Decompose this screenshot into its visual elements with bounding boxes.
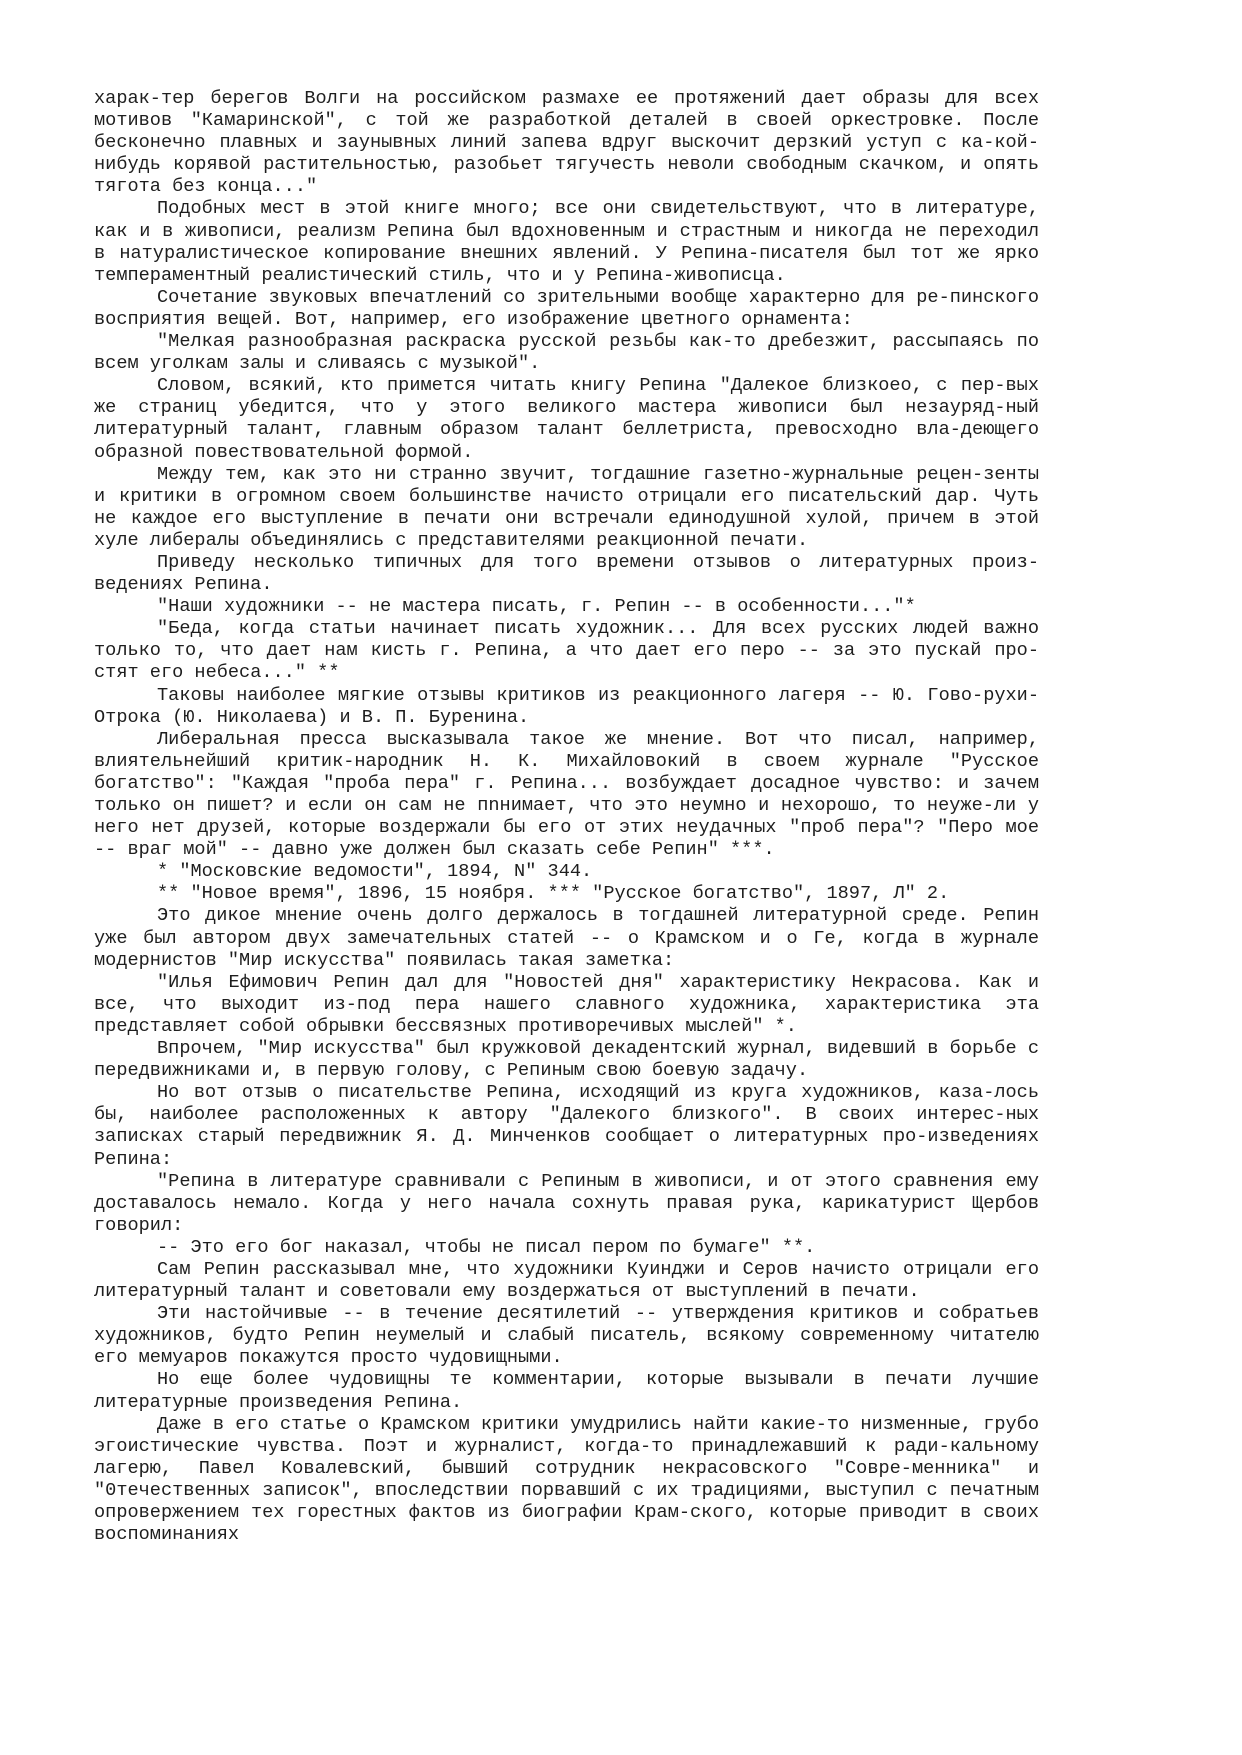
document-page — [94, 88, 1039, 1546]
paragraph-22: Но еще более чудовищны те комментарии, которые вызывали в печати лучшие литературные произведения Репина. — [94, 1369, 1039, 1413]
paragraph-3: Сочетание звуковых впечатлений со зрительными вообще характерно для ре-пинского восприятия вещей. Вот, например, его изображение цветного орнамента: — [94, 286, 1039, 330]
paragraph-1: харак-тер берегов Волги на российском размахе ее протяжений дает образы для всех мотивов "Камаринской", с той же разработкой деталей в своей оркестровке. После бесконечно плавных и заунывных линий запева вдруг выскочит дерзкий уступ с ка-кой-нибудь корявой растительностью, разобьет тягучесть неволи свободным скачком, и опять тягота без конца..." — [94, 88, 1039, 198]
paragraph-17: Но вот отзыв о писательстве Репина, исходящий из круга художников, каза-лось бы, наиболее расположенных к автору "Далекого близкого". В своих интерес-ных записках старый передвижник Я. Д. Минченков сообщает о литературных про-изведениях Репина: — [94, 1082, 1039, 1170]
paragraph-7: Приведу несколько типичных для того времени отзывов о литературных произ-ведениях Репина. — [94, 551, 1039, 596]
paragraph-11: Либеральная пресса высказывала такое же мнение. Вот что писал, например, влиятельнейший критик-народник Н. К. Михайловокий в своем журнале "Русское богатство": "Каждая "проба пера" г. Репина... возбуждает досадное чувство: и зачем только он пишет? и если он сам не пnнимает, что это неумно и нехорошо, то неуже-ли у него нет друзей, которые воздержали бы его от этих неудачных "проб пера"? "Перо мое -- враг мой" -- давно уже должен был сказать себе Репин" ***. — [94, 728, 1039, 861]
paragraph-6: Между тем, как это ни странно звучит, тогдашние газетно-журнальные рецен-зенты и критики в огромном своем большинстве начисто отрицали его писательский дар. Чуть не каждое его выступление в печати они встречали единодушной хулой, причем в этой хуле либералы объединялись с представителями реакционной печати. — [94, 463, 1039, 551]
paragraph-21: Эти настойчивые -- в течение десятилетий -- утверждения критиков и собратьев художников, будто Репин неумелый и слабый писатель, всякому современному читателю его мемуаров покажутся просто чудовищными. — [94, 1303, 1039, 1369]
paragraph-16: Впрочем, "Мир искусства" был кружковой декадентский журнал, видевший в борьбе с передвижниками и, в первую голову, с Репиным свою боевую задачу. — [94, 1038, 1039, 1082]
paragraph-5: Словом, всякий, кто примется читать книгу Репина "Далекое близкоео, с пер-вых же страниц убедится, что у этого великого мастера живописи был незауряд-ный литературный талант, главным образом талант беллетриста, превосходно вла-деющего образной повествовательной формой. — [94, 375, 1039, 463]
quote-1: "Наши художники -- не мастера писать, г. Репин -- в особенности..."* — [157, 596, 916, 618]
footnote-1: * "Московские ведомости", 1894, N" 344. — [157, 861, 593, 883]
footnote-2-3: ** "Новое время", 1896, 15 ноября. *** "Русское богатство", 1897, Л" 2. — [157, 883, 950, 905]
quote-shcherbov: -- Это его бог наказал, чтобы не писал пером по бумаге" **. — [157, 1236, 816, 1258]
paragraph-14: Это дикое мнение очень долго держалось в тогдашней литературной среде. Репин уже был автором двух замечательных статей -- о Крамском и о Ге, когда в журнале модернистов "Мир искусства" появилась такая заметка: — [94, 905, 1039, 971]
paragraph-23: Даже в его статье о Крамском критики умудрились найти какие-то низменные, грубо эгоистические чувства. Поэт и журналист, когда-то принадлежавший к ради-кальному лагерю, Павел Ковалевский, бывший сотрудник некрасовского "Совре-менника" и "0течественных записок", впоследствии порвавший с их традициями, выступил с печатным опровержением тех горестных фактов из биографии Крам-ского, которые приводит в своих воспоминаниях — [94, 1413, 1039, 1546]
paragraph-20: Сам Репин рассказывал мне, что художники Куинджи и Серов начисто отрицали его литературный талант и советовали ему воздержаться от выступлений в печати. — [94, 1258, 1039, 1303]
quote-minchenkov: "Репина в литературе сравнивали с Репиным в живописи, и от этого сравнения ему доставалось немало. Когда у него начала сохнуть правая рука, карикатурист Щербов говорил: — [94, 1170, 1039, 1236]
quote-2: "Беда, когда статьи начинает писать художник... Для всех русских людей важно только то, что дает нам кисть г. Репина, а что дает его перо -- за это пускай про-стят его небеса..." ** — [94, 618, 1039, 684]
paragraph-10: Таковы наиболее мягкие отзывы критиков из реакционного лагеря -- Ю. Гово-рухи-Отрока (Ю. Николаева) и В. П. Буренина. — [94, 684, 1039, 728]
quote-ornament: "Мелкая разнообразная раскраска русской резьбы как-то дребезжит, рассыпаясь по всем уголкам залы и сливаясь с музыкой". — [94, 331, 1039, 375]
paragraph-2: Подобных мест в этой книге много; все они свидетельствуют, что в литературе, как и в живописи, реализм Репина был вдохновенным и страстным и никогда не переходил в натуралистическое копирование внешних явлений. У Репина-писателя был тот же ярко темпераментный реалистический стиль, что и у Репина-живописца. — [94, 198, 1039, 286]
quote-mir-iskusstva: "Илья Ефимович Репин дал для "Новостей дня" характеристику Некрасова. Как и все, что выходит из-под пера нашего славного художника, характеристика эта представляет собой обрывки бессвязных противоречивых мыслей" *. — [94, 971, 1039, 1037]
